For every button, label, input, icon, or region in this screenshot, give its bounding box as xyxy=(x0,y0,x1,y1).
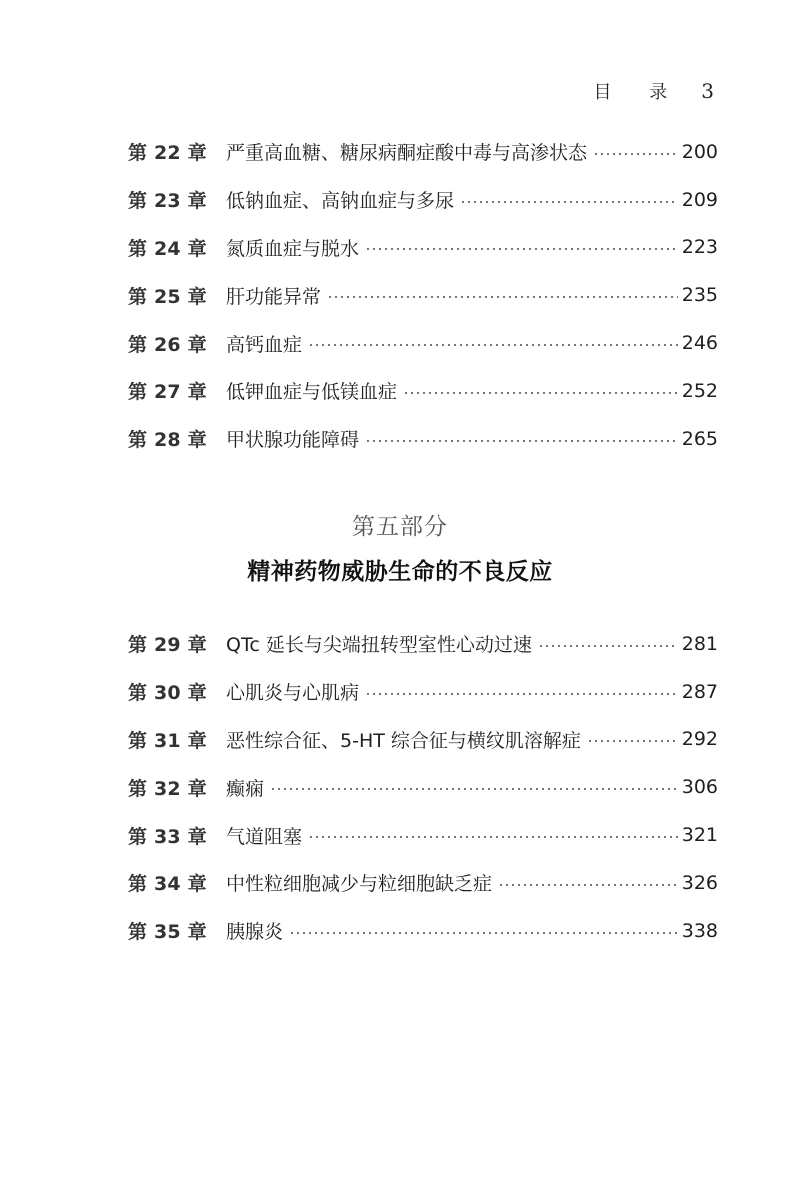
toc-chapter-title: 低钾血症与低镁血症 xyxy=(226,381,398,404)
toc-entry[interactable] xyxy=(128,415,718,463)
toc-chapter-number: 第 25 章 xyxy=(128,285,207,308)
page-number: 3 xyxy=(701,79,714,103)
toc-page-number: 252 xyxy=(681,379,718,402)
toc-chapter-title: QTc 延长与尖端扭转型室性心动过速 xyxy=(226,634,532,657)
dot-leader xyxy=(460,201,678,203)
toc-chapter-title: 肝功能异常 xyxy=(226,285,322,308)
toc-chapter-title: 心肌炎与心肌病 xyxy=(226,682,360,705)
dot-leader xyxy=(403,392,678,394)
toc-page-number: 265 xyxy=(681,427,718,450)
toc-chapter-title: 癫痫 xyxy=(226,777,265,800)
toc-entry[interactable] xyxy=(128,271,718,319)
toc-chapter-number: 第 27 章 xyxy=(128,381,207,404)
toc-chapter-number: 第 28 章 xyxy=(128,429,207,452)
toc-chapter-number: 第 29 章 xyxy=(128,634,207,657)
toc-chapter-number: 第 33 章 xyxy=(128,825,207,848)
toc-chapter-title: 高钙血症 xyxy=(226,333,303,356)
toc-chapter-number: 第 23 章 xyxy=(128,190,207,213)
toc-chapter-title: 中性粒细胞减少与粒细胞缺乏症 xyxy=(226,873,493,896)
running-header xyxy=(594,78,714,104)
dot-leader xyxy=(308,836,678,838)
toc-list-part-four xyxy=(128,128,718,463)
toc-entry[interactable] xyxy=(128,224,718,272)
dot-leader xyxy=(538,645,678,647)
toc-entry[interactable] xyxy=(128,716,718,764)
running-header-title: 目 录 xyxy=(593,82,684,103)
toc-chapter-number: 第 22 章 xyxy=(128,142,207,165)
toc-entry[interactable] xyxy=(128,620,718,668)
toc-chapter-title: 甲状腺功能障碍 xyxy=(226,429,360,452)
dot-leader xyxy=(365,248,678,250)
toc-entry[interactable] xyxy=(128,907,718,955)
toc-entry[interactable] xyxy=(128,367,718,415)
toc-page-number: 287 xyxy=(681,680,718,703)
toc-chapter-title: 氮质血症与脱水 xyxy=(226,237,360,260)
dot-leader xyxy=(593,153,678,155)
toc-page-number: 209 xyxy=(681,188,718,211)
toc-page-number: 321 xyxy=(681,824,718,847)
toc-chapter-number: 第 26 章 xyxy=(128,333,207,356)
dot-leader xyxy=(365,693,678,695)
toc-page-number: 246 xyxy=(681,332,718,355)
toc-chapter-number: 第 34 章 xyxy=(128,873,207,896)
toc-chapter-number: 第 24 章 xyxy=(128,237,207,260)
dot-leader xyxy=(498,884,678,886)
toc-chapter-number: 第 32 章 xyxy=(128,777,207,800)
toc-page-number: 281 xyxy=(681,632,718,655)
dot-leader xyxy=(327,296,678,298)
dot-leader xyxy=(270,788,678,790)
toc-chapter-number: 第 30 章 xyxy=(128,682,207,705)
toc-page-number: 223 xyxy=(681,236,718,259)
dot-leader xyxy=(365,440,678,442)
toc-chapter-title: 胰腺炎 xyxy=(226,921,284,944)
toc-entry[interactable] xyxy=(128,176,718,224)
toc-entry[interactable] xyxy=(128,859,718,907)
toc-entry[interactable] xyxy=(128,763,718,811)
toc-list-part-five xyxy=(128,620,718,955)
toc-entry[interactable] xyxy=(128,319,718,367)
part-title: 精神药物威胁生命的不良反应 xyxy=(247,558,553,585)
toc-page-number: 235 xyxy=(681,284,718,307)
toc-chapter-title: 低钠血症、高钠血症与多尿 xyxy=(226,190,455,213)
toc-page-number: 292 xyxy=(681,728,718,751)
toc-entry[interactable] xyxy=(128,811,718,859)
toc-chapter-title: 严重高血糖、糖尿病酮症酸中毒与高渗状态 xyxy=(226,142,588,165)
toc-page-number: 200 xyxy=(681,140,718,163)
dot-leader xyxy=(289,932,678,934)
dot-leader xyxy=(587,740,678,742)
toc-page-number: 326 xyxy=(681,871,718,894)
toc-chapter-number: 第 31 章 xyxy=(128,729,207,752)
part-label: 第五部分 xyxy=(352,514,448,540)
toc-chapter-title: 恶性综合征、5-HT 综合征与横纹肌溶解症 xyxy=(226,729,581,752)
dot-leader xyxy=(308,344,678,346)
toc-entry[interactable] xyxy=(128,668,718,716)
toc-chapter-title: 气道阻塞 xyxy=(226,825,303,848)
toc-page-number: 306 xyxy=(681,776,718,799)
toc-chapter-number: 第 35 章 xyxy=(128,921,207,944)
toc-page-number: 338 xyxy=(681,919,718,942)
toc-entry[interactable] xyxy=(128,128,718,176)
